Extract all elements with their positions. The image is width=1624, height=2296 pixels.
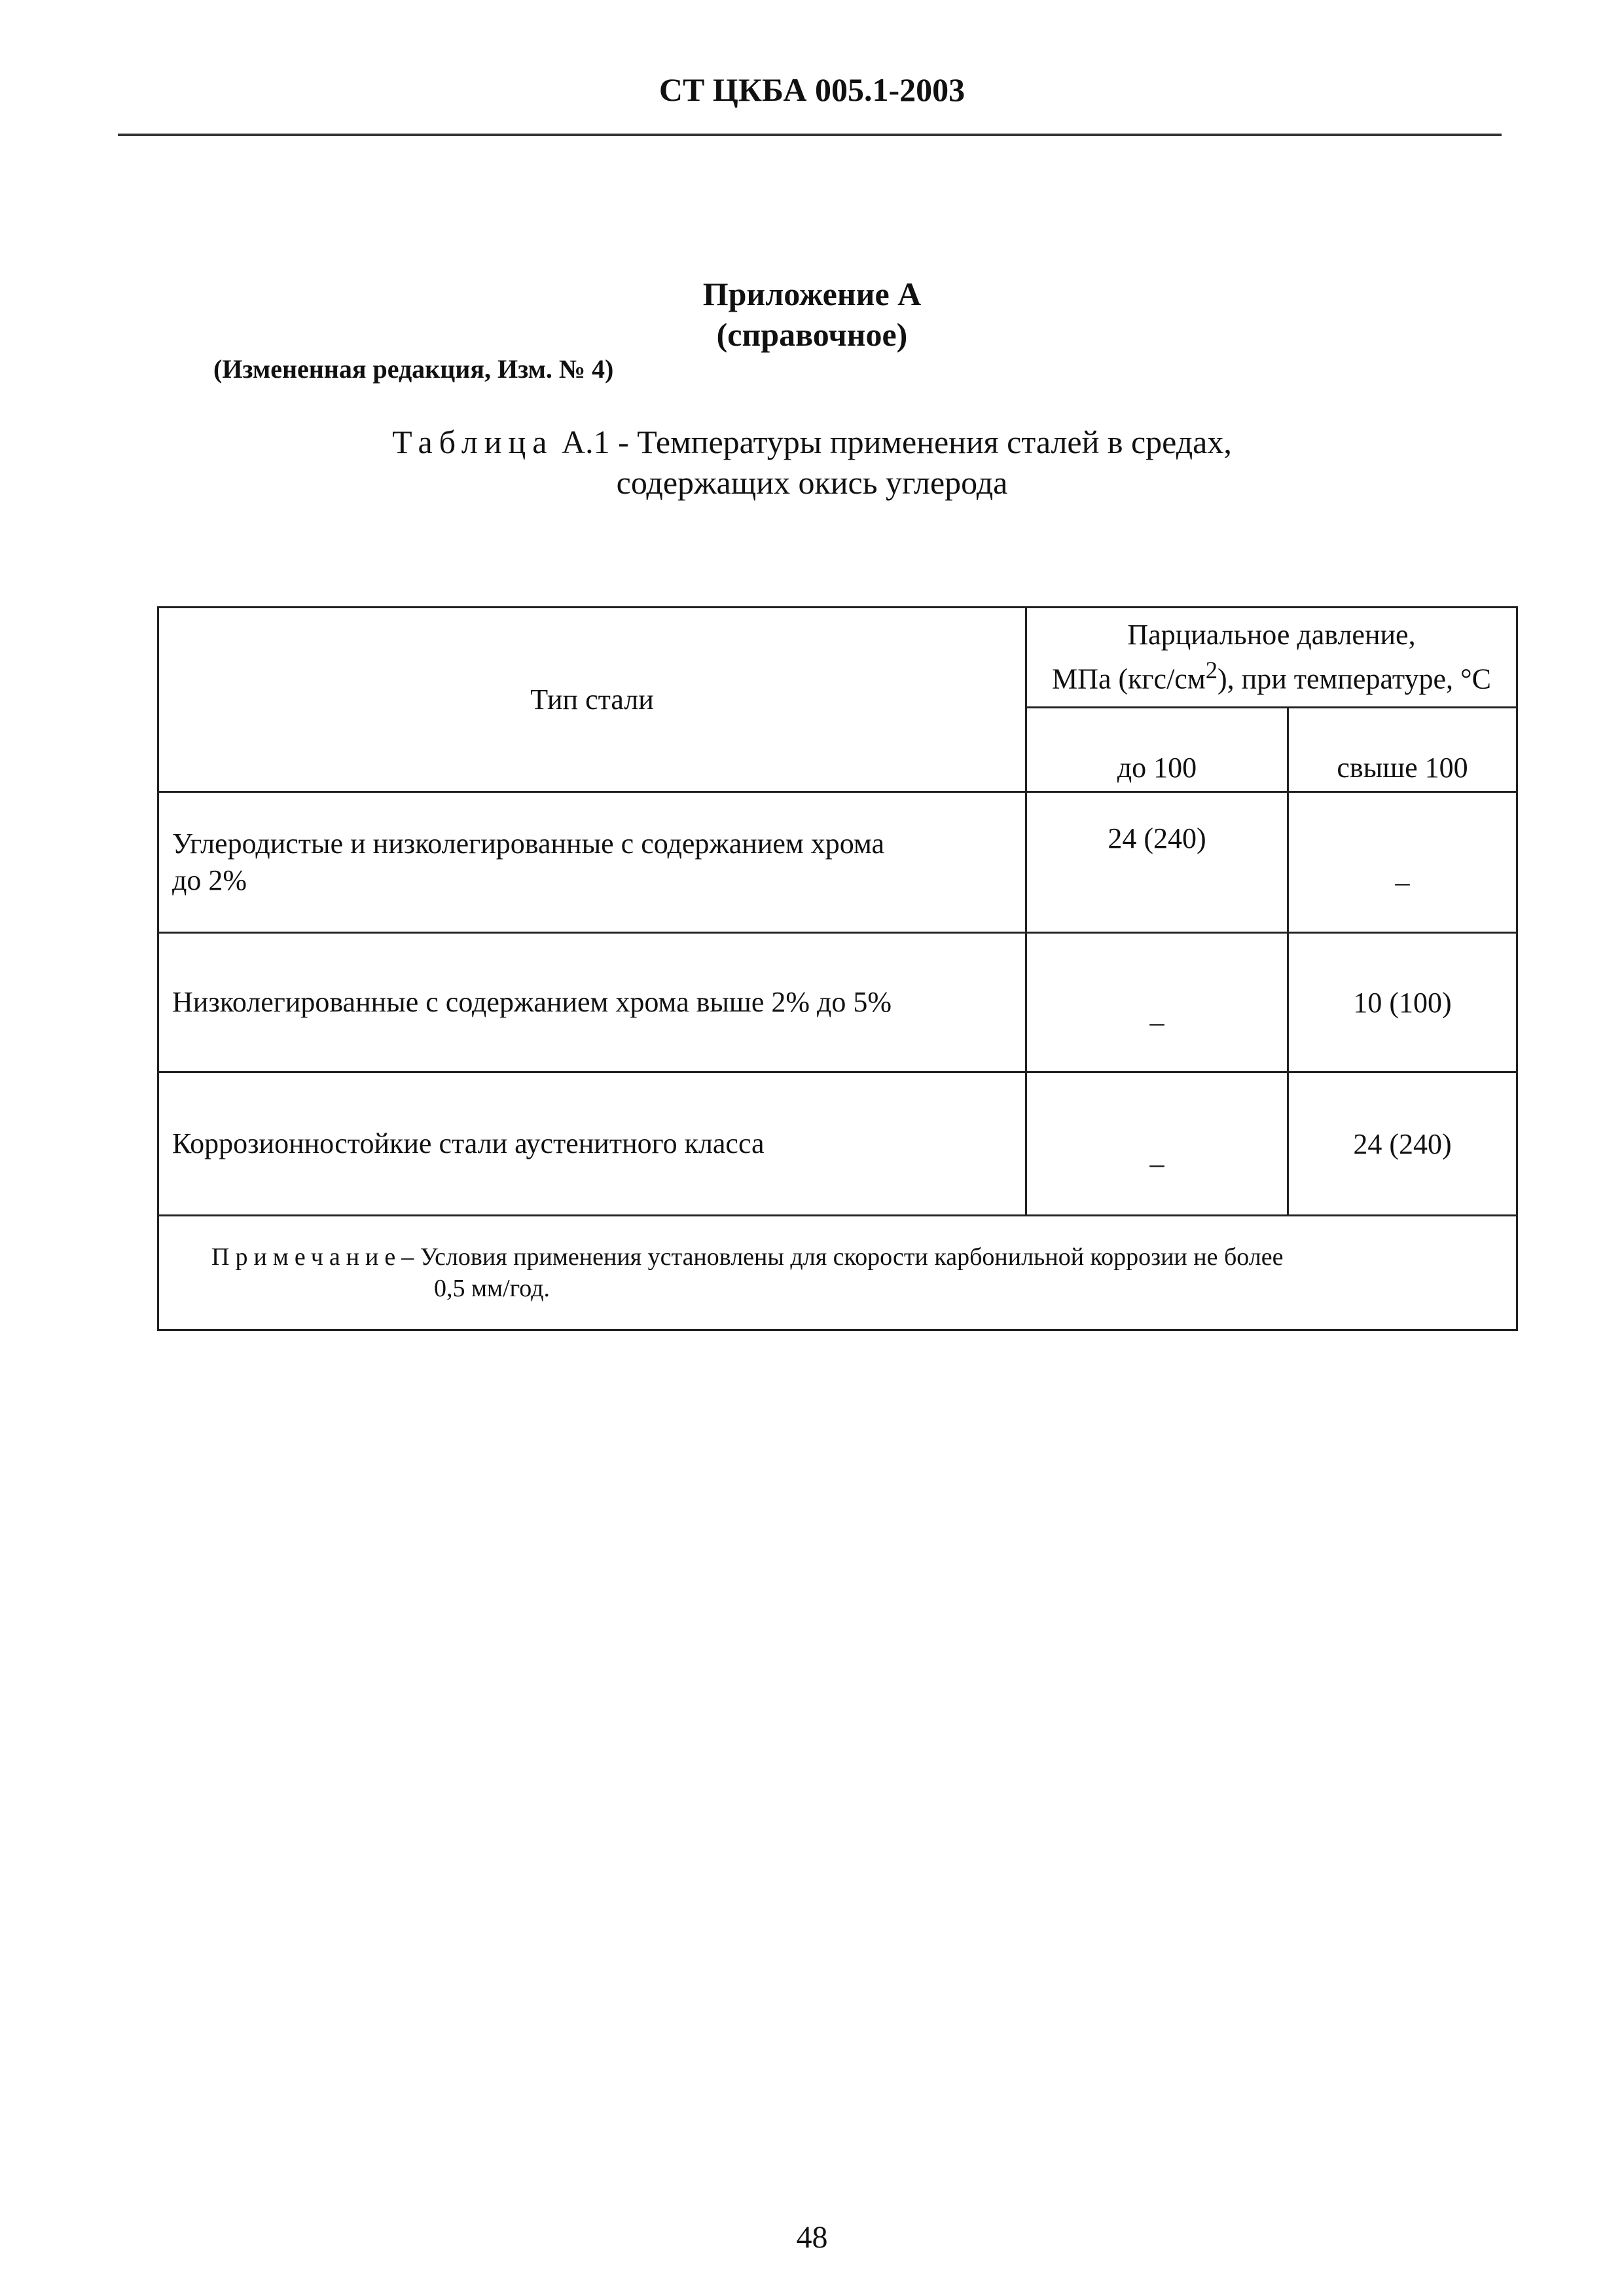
steel-name-line2: до 2% bbox=[172, 864, 247, 896]
value-upto-100: _ bbox=[1026, 1072, 1288, 1216]
table-row bbox=[158, 792, 1517, 933]
note-text-line2: 0,5 мм/год. bbox=[434, 1275, 550, 1302]
caption-text-line2: содержащих окись углерода bbox=[616, 464, 1008, 501]
table-note bbox=[158, 1216, 1517, 1330]
steel-name bbox=[158, 792, 1026, 933]
caption-text: А.1 - Температуры применения сталей в средах, bbox=[562, 424, 1232, 460]
value-over-100: 10 (100) bbox=[1288, 933, 1517, 1072]
value-upto-100: _ bbox=[1026, 933, 1288, 1072]
table-note-row bbox=[158, 1216, 1517, 1330]
steel-name: Коррозионностойкие стали аустенитного класса bbox=[158, 1072, 1026, 1216]
steel-temperature-table bbox=[157, 606, 1518, 1331]
table-row bbox=[158, 1072, 1517, 1216]
note-text: – Условия применения установлены для скорости карбонильной коррозии не более bbox=[401, 1243, 1284, 1271]
header-pressure-sup: 2 bbox=[1205, 657, 1218, 684]
document-code: СТ ЦКБА 005.1-2003 bbox=[659, 71, 965, 108]
header-steel-type: Тип стали bbox=[158, 608, 1026, 792]
page-number: 48 bbox=[796, 2220, 828, 2255]
appendix-status: (справочное) bbox=[716, 316, 908, 353]
value-over-100: _ bbox=[1288, 792, 1517, 933]
revision-note: (Измененная редакция, Изм. № 4) bbox=[213, 354, 614, 384]
caption-label: Таблица bbox=[392, 424, 554, 460]
header-pressure-line2b: ), при температуре, °С bbox=[1218, 663, 1491, 695]
appendix-title: Приложение А bbox=[702, 276, 922, 312]
note-label: Примечание bbox=[211, 1243, 402, 1271]
header-over-100: свыше 100 bbox=[1288, 708, 1517, 792]
table-caption bbox=[0, 422, 1624, 503]
header-pressure-line2a: МПа (кгс/см bbox=[1052, 663, 1206, 695]
steel-name-line1: Углеродистые и низколегированные с содержанием хрома bbox=[172, 828, 885, 860]
steel-name: Низколегированные с содержанием хрома выше 2% до 5% bbox=[158, 933, 1026, 1072]
header-pressure-line1: Парциальное давление, bbox=[1127, 619, 1416, 651]
value-upto-100: 24 (240) bbox=[1026, 792, 1288, 933]
value-over-100: 24 (240) bbox=[1288, 1072, 1517, 1216]
header-rule bbox=[118, 134, 1502, 136]
table-row bbox=[158, 933, 1517, 1072]
header-upto-100: до 100 bbox=[1026, 708, 1288, 792]
header-partial-pressure bbox=[1026, 608, 1517, 708]
